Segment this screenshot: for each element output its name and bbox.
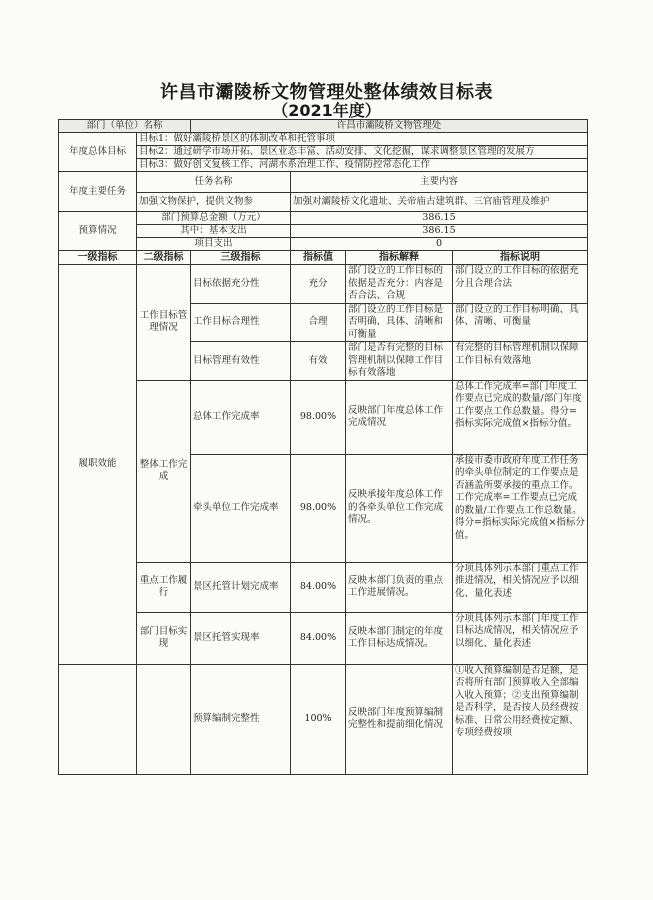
group-dept-goal: 部门目标实现 — [137, 612, 191, 664]
table-row — [59, 612, 588, 664]
header-level3: 三级指标 — [191, 251, 291, 265]
task-name-header: 任务名称 — [137, 172, 291, 193]
indicator-name: 牵头单位工作完成率 — [191, 454, 291, 562]
header-level1: 一级指标 — [59, 251, 137, 265]
indicator-name: 总体工作完成率 — [191, 380, 291, 454]
group-overall: 整体工作完成 — [137, 380, 191, 562]
annual-goals-label: 年度总体目标 — [59, 133, 137, 172]
header-explanation: 指标解释 — [346, 251, 453, 265]
document-title: 许昌市灞陵桥文物管理处整体绩效目标表 — [160, 82, 493, 103]
indicator-note: 承接市委市政府年度工作任务的牵头单位制定的工作要点是否涵盖所要承接的重点工作。工作完成率=工作要点已完成的数量/工作要点工作总数量。得分=指标实际完成值×指标分值。 — [453, 454, 588, 562]
table-row — [59, 664, 588, 774]
table-row — [59, 562, 588, 612]
indicator-explanation: 反映本部门负责的重点工作进展情况。 — [346, 562, 453, 612]
indicator-note: 有完整的目标管理机制以保障工作目标有效落地 — [453, 342, 588, 381]
group-mgmt: 工作目标管理情况 — [137, 265, 191, 381]
indicator-value: 有效 — [291, 342, 346, 381]
indicator-note: 部门设立的工作目标的依据充分且合理合法 — [453, 265, 588, 304]
indicator-value: 98.00% — [291, 380, 346, 454]
indicator-note: 部门设立的工作目标明确、具体、清晰、可衡量 — [453, 303, 588, 342]
header-level2: 二级指标 — [137, 251, 191, 265]
annual-goal-2: 目标2：通过研学市场开拓、景区业态丰富、活动安排、文化挖掘，谋求调整景区管理的发展方 — [137, 146, 588, 159]
annual-goal-3: 目标3：做好创文复核工作、河湖水系治理工作、疫情防控常态化工作 — [137, 159, 588, 172]
budget-project-label: 项目支出 — [137, 238, 291, 251]
indicator-value: 98.00% — [291, 454, 346, 562]
header-note: 指标说明 — [453, 251, 588, 265]
table-row — [59, 265, 588, 304]
indicator-explanation: 部门设立的工作目标是否明确、具体、清晰和可衡量 — [346, 303, 453, 342]
task-content: 加强对灞陵桥文化遗址、关帝庙古建筑群、三官庙管理及维护 — [291, 193, 588, 212]
indicator-explanation: 反映本部门制定的年度工作目标达成情况。 — [346, 612, 453, 664]
indicator-explanation: 部门设立的工作目标的依据是否充分：内容是否合法、合规 — [346, 265, 453, 304]
indicator-explanation: 反映部门年度总体工作完成情况 — [346, 380, 453, 454]
budget-basic-value: 386.15 — [291, 225, 588, 238]
indicator-note: 分项具体列示本部门年度工作目标达成情况，相关情况应予以细化、量化表述 — [453, 612, 588, 664]
indicator-value: 充分 — [291, 265, 346, 304]
budget-total-label: 部门预算总金额（万元） — [137, 212, 291, 225]
level1-blank — [59, 664, 137, 774]
level2-blank — [137, 664, 191, 774]
indicator-value: 合理 — [291, 303, 346, 342]
indicator-name: 景区托管计划完成率 — [191, 562, 291, 612]
task-name: 加强文物保护，提供文物参 — [137, 193, 291, 212]
dept-name-label: 部门（单位）名称 — [59, 120, 191, 133]
budget-basic-label: 其中：基本支出 — [137, 225, 291, 238]
indicator-name: 目标管理有效性 — [191, 342, 291, 381]
dept-name-value: 许昌市灞陵桥文物管理处 — [191, 120, 588, 133]
indicator-note: 总体工作完成率=部门年度工作要点已完成的数量/部门年度工作要点工作总数量。得分=指标实际完成值×指标分值。 — [453, 380, 588, 454]
indicator-name: 预算编制完整性 — [191, 664, 291, 774]
indicator-name: 目标依据充分性 — [191, 265, 291, 304]
budget-project-value: 0 — [291, 238, 588, 251]
indicator-value: 100% — [291, 664, 346, 774]
budget-total-value: 386.15 — [291, 212, 588, 225]
budget-label: 预算情况 — [59, 212, 137, 251]
indicator-note: ①收入预算编制是否足额，是否将所有部门预算收入全部编入收入预算；②支出预算编制是否科学，是否按人员经费按标准、日常公用经费按定额、专项经费按项 — [453, 664, 588, 774]
indicator-explanation: 部门是否有完整的目标管理机制以保障工作目标有效落地 — [346, 342, 453, 381]
indicator-note: 分项具体列示本部门重点工作推进情况，相关情况应予以细化、量化表述 — [453, 562, 588, 612]
indicator-explanation: 反映承接年度总体工作的各牵头单位工作完成情况。 — [346, 454, 453, 562]
indicator-name: 工作目标合理性 — [191, 303, 291, 342]
level1-performance: 履职效能 — [59, 265, 137, 665]
indicator-value: 84.00% — [291, 562, 346, 612]
task-content-header: 主要内容 — [291, 172, 588, 193]
annual-goal-1: 目标1：做好灞陵桥景区的体制改革和托管事项 — [137, 133, 588, 146]
header-value: 指标值 — [291, 251, 346, 265]
table-row — [59, 380, 588, 454]
group-key: 重点工作履行 — [137, 562, 191, 612]
indicator-name: 景区托管实现率 — [191, 612, 291, 664]
indicator-value: 84.00% — [291, 612, 346, 664]
document-year: （2021年度） — [272, 101, 381, 120]
main-tasks-label: 年度主要任务 — [59, 172, 137, 212]
indicator-explanation: 反映部门年度预算编制完整性和提前细化情况 — [346, 664, 453, 774]
performance-goal-table — [58, 119, 588, 775]
